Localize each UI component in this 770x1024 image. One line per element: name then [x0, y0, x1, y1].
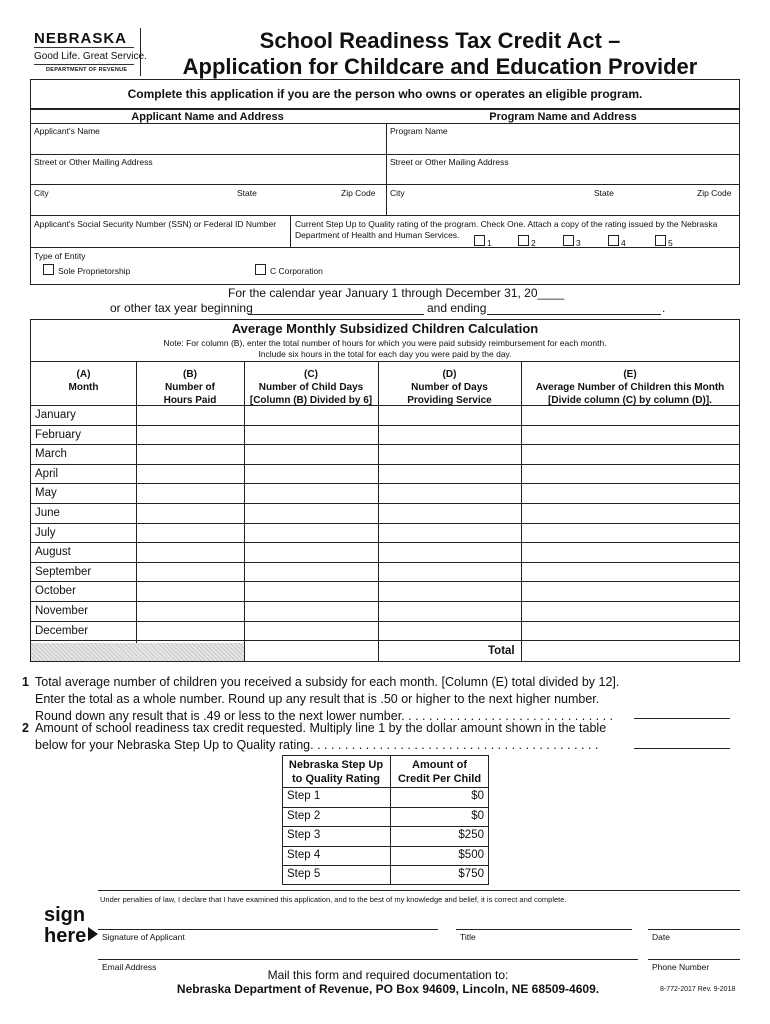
month-cell-field[interactable]: [379, 602, 520, 620]
applicant-city-label: City: [34, 188, 49, 198]
month-label: June: [35, 507, 60, 519]
month-cell-field[interactable]: [245, 622, 377, 640]
program-city-label: City: [390, 188, 405, 198]
rule: [648, 929, 740, 930]
rating-1-checkbox[interactable]: [474, 235, 485, 246]
date-label: Date: [652, 932, 670, 942]
logo-separator: [140, 28, 141, 76]
calculation-title: Average Monthly Subsidized Children Calculation: [231, 321, 539, 336]
sign-arrow-icon: [88, 927, 98, 941]
column-header-line2: [Column (B) Divided by 6]: [249, 395, 373, 406]
rule: [30, 154, 740, 155]
month-label: November: [35, 605, 89, 617]
credit-amount: $250: [458, 829, 484, 841]
sign-word: sign: [44, 904, 86, 926]
column-header-letter: (D): [442, 369, 457, 380]
total-field[interactable]: [521, 643, 739, 661]
logo-tagline: Good Life. Great Service.: [34, 51, 147, 62]
declaration-text: Under penalties of law, I declare that I have examined this application, and to the best of my knowledge and belief, it is correct and complete.: [100, 895, 567, 904]
logo-department: DEPARTMENT OF REVENUE: [46, 67, 128, 73]
rule: [30, 215, 740, 216]
rating-2-label: 2: [531, 238, 536, 248]
phone-label: Phone Number: [652, 962, 710, 972]
month-cell-field[interactable]: [137, 582, 243, 600]
address-section: [30, 109, 740, 285]
credit-amount: $500: [458, 848, 484, 861]
sign-here-label: [44, 905, 86, 947]
line-1-text-c: Round down any result that is .49 or less to the next lower number. . . . . . . . . . . . . . . . . . . . . . . . . . . . . . .: [35, 709, 614, 723]
month-cell-field[interactable]: [522, 622, 738, 640]
month-cell-field[interactable]: [245, 582, 377, 600]
month-label: May: [35, 487, 57, 500]
month-cell-field[interactable]: [379, 445, 520, 463]
sole-proprietorship-label: Sole Proprietorship: [58, 266, 131, 276]
line-1-number: 1: [22, 675, 29, 689]
line-1-text: [35, 674, 635, 725]
rating-4-label: 4: [621, 238, 626, 248]
rating-5-label: 5: [668, 238, 673, 248]
month-cell-field[interactable]: [379, 504, 520, 522]
line-1-text-a: Total average number of children you received a subsidy for each month. [Column (E) total divided by 12].: [35, 675, 620, 689]
month-label: July: [35, 526, 56, 539]
month-cell-field[interactable]: [522, 465, 738, 483]
month-cell-field[interactable]: [522, 543, 738, 561]
column-header: [378, 368, 521, 407]
logo-divider: [34, 47, 134, 48]
month-label: October: [35, 585, 76, 598]
applicant-name-label: Applicant's Name: [34, 126, 100, 136]
month-cell-field[interactable]: [137, 504, 243, 522]
rule: [30, 123, 740, 124]
month-cell-field[interactable]: [522, 602, 738, 620]
month-cell-field[interactable]: [379, 465, 520, 483]
column-header-line1: Average Number of Children this Month: [535, 382, 725, 393]
month-label: April: [35, 467, 59, 480]
credit-step: Step 1: [287, 790, 321, 802]
rule: [282, 826, 489, 827]
column-divider: [290, 215, 291, 247]
month-label: January: [35, 409, 76, 421]
rule: [282, 787, 489, 788]
calculation-note-2: Include six hours in the total for each day you were paid by the day.: [258, 349, 512, 359]
rule: [30, 640, 740, 641]
applicant-zip-label: Zip Code: [341, 188, 376, 198]
signature-field[interactable]: [100, 910, 438, 928]
month-cell-field[interactable]: [245, 543, 377, 561]
credit-step: Step 3: [287, 829, 321, 841]
month-cell-field[interactable]: [379, 563, 520, 581]
month-cell-field[interactable]: [522, 445, 738, 463]
month-cell-field[interactable]: [522, 504, 738, 522]
line-1-text-b: Enter the total as a whole number. Round up any result that is .50 or higher to the next higher number.: [35, 692, 600, 706]
column-header-letter: (A): [76, 369, 91, 380]
column-header-line1: Number of Days: [411, 382, 488, 393]
program-street-label: Street or Other Mailing Address: [390, 157, 509, 167]
month-cell-field[interactable]: [522, 426, 738, 444]
month-cell-field[interactable]: [245, 465, 377, 483]
phone-field[interactable]: [650, 942, 738, 959]
applicant-state-label: State: [237, 188, 257, 198]
month-cell-field[interactable]: [137, 465, 243, 483]
program-state-label: State: [594, 188, 614, 198]
column-header-line2: Hours Paid: [163, 395, 217, 406]
month-cell-field[interactable]: [522, 582, 738, 600]
rating-5-checkbox[interactable]: [655, 235, 666, 246]
rating-3-label: 3: [576, 238, 581, 248]
credit-amount: $0: [471, 790, 484, 802]
month-cell-field[interactable]: [245, 484, 377, 502]
instruction-text: Complete this application if you are the person who owns or operates an eligible program.: [127, 87, 643, 101]
rating-4-checkbox[interactable]: [608, 235, 619, 246]
sole-proprietorship-checkbox[interactable]: [43, 264, 54, 275]
credit-amount: $0: [471, 809, 484, 822]
credit-header-amount-a: Amount of: [412, 759, 467, 771]
date-field[interactable]: [650, 910, 738, 928]
rating-1-label: 1: [487, 238, 492, 248]
month-cell-field[interactable]: [522, 563, 738, 581]
month-cell-field[interactable]: [245, 504, 377, 522]
column-header-line2: [Divide column (C) by column (D)].: [548, 395, 712, 406]
credit-step: Step 4: [287, 848, 321, 861]
month-cell-field[interactable]: [137, 563, 243, 581]
month-cell-field[interactable]: [245, 426, 377, 444]
program-name-field[interactable]: [387, 137, 739, 153]
column-header: [244, 368, 378, 407]
signature-label: Signature of Applicant: [102, 932, 185, 942]
column-header-line1: Number of: [165, 382, 215, 393]
ssn-label: Applicant's Social Security Number (SSN) or Federal ID Number: [34, 219, 277, 229]
month-cell-field[interactable]: [137, 426, 243, 444]
month-cell-field[interactable]: [522, 524, 738, 542]
month-cell-field[interactable]: [379, 582, 520, 600]
applicant-name-field[interactable]: [31, 137, 385, 153]
rule: [98, 959, 638, 960]
month-cell-field[interactable]: [379, 406, 520, 424]
tax-year-ending-label: and ending: [427, 301, 487, 315]
here-word: here: [44, 925, 87, 947]
month-cell-field[interactable]: [137, 484, 243, 502]
tax-year-beginning-field[interactable]: [248, 314, 424, 315]
title-line-2: Application for Childcare and Education Provider: [182, 54, 698, 79]
line-2-text-b: below for your Nebraska Step Up to Quality rating. . . . . . . . . . . . . . . . . . . . . . . . . . . . . . . . . . . . . . . . . .: [35, 738, 599, 752]
month-cell-field[interactable]: [245, 406, 377, 424]
program-street-field[interactable]: [387, 168, 739, 184]
program-header: Program Name and Address: [489, 111, 637, 123]
line-2-text-a: Amount of school readiness tax credit requested. Multiply line 1 by the dollar amount shown in the table: [35, 721, 607, 735]
month-cell-field[interactable]: [379, 484, 520, 502]
month-label: February: [35, 428, 82, 441]
logo-name: NEBRASKA: [34, 30, 128, 47]
credit-header-rating-a: Nebraska Step Up: [288, 759, 384, 771]
entity-label: Type of Entity: [34, 251, 86, 261]
rule: [30, 184, 740, 185]
column-header: [521, 368, 739, 407]
program-zip-label: Zip Code: [697, 188, 732, 198]
month-cell-field[interactable]: [137, 406, 243, 424]
ssn-field[interactable]: [31, 230, 289, 246]
credit-header-amount-b: Credit Per Child: [397, 773, 482, 785]
column-header-letter: (B): [183, 369, 197, 380]
total-shaded-area: [31, 643, 244, 661]
month-cell-field[interactable]: [379, 524, 520, 542]
rating-text-1: Current Step Up to Quality rating of the program. Check One. Attach a copy of the rating issued by the Nebraska: [295, 219, 718, 229]
rule: [30, 247, 740, 248]
logo-divider-2: [34, 64, 134, 65]
column-header: [31, 368, 136, 394]
rule: [98, 929, 438, 930]
total-label: Total: [488, 645, 515, 657]
month-cell-field[interactable]: [379, 543, 520, 561]
month-cell-field[interactable]: [245, 445, 377, 463]
month-cell-field[interactable]: [379, 622, 520, 640]
rule: [456, 929, 632, 930]
credit-header-rating-b: to Quality Rating: [292, 773, 380, 785]
rule: [282, 865, 489, 866]
column-header-line2: Providing Service: [407, 395, 492, 406]
month-cell-field[interactable]: [245, 563, 377, 581]
rule: [282, 807, 489, 808]
credit-header-amount: [390, 758, 489, 786]
line-1-field[interactable]: [634, 718, 730, 719]
credit-step: Step 2: [287, 809, 321, 822]
rating-2-checkbox[interactable]: [518, 235, 529, 246]
title-line-1: School Readiness Tax Credit Act –: [259, 28, 621, 53]
column-header-letter: (E): [623, 369, 637, 380]
title-label: Title: [460, 932, 476, 942]
program-city-state-zip-field[interactable]: [387, 198, 739, 214]
month-cell-field[interactable]: [137, 524, 243, 542]
rule: [282, 846, 489, 847]
tax-year-ending-field[interactable]: [487, 314, 661, 315]
month-label: September: [35, 565, 92, 578]
form-id: 8-772-2017 Rev. 9-2018: [660, 986, 736, 993]
email-field[interactable]: [100, 942, 638, 959]
month-cell-field[interactable]: [137, 445, 243, 463]
applicant-street-field[interactable]: [31, 168, 385, 184]
signature-top-rule: [98, 890, 740, 891]
column-header-line1: Number of Child Days: [258, 382, 364, 393]
page-title: [150, 28, 730, 80]
line-2-field[interactable]: [634, 748, 730, 749]
month-cell-field[interactable]: [245, 524, 377, 542]
month-cell-field[interactable]: [137, 602, 243, 620]
rating-3-checkbox[interactable]: [563, 235, 574, 246]
line-2-number: 2: [22, 721, 29, 735]
month-cell-field[interactable]: [245, 602, 377, 620]
mail-address: Nebraska Department of Revenue, PO Box 94609, Lincoln, NE 68509-4609.: [176, 982, 600, 996]
mail-instruction: Mail this form and required documentation to:: [267, 968, 509, 982]
calculation-note-1: Note: For column (B), enter the total number of hours for which you were paid subsidy reimbursement for each month.: [163, 338, 607, 348]
month-cell-field[interactable]: [522, 484, 738, 502]
credit-amount: $750: [458, 868, 484, 880]
c-corporation-checkbox[interactable]: [255, 264, 266, 275]
c-corporation-label: C Corporation: [270, 266, 323, 276]
month-cell-field[interactable]: [137, 622, 243, 640]
month-cell-field[interactable]: [379, 426, 520, 444]
credit-header-rating: [282, 758, 390, 786]
month-label: December: [35, 624, 89, 637]
tax-year-line-1: For the calendar year January 1 through December 31, 20____: [228, 286, 565, 300]
column-header-letter: (C): [304, 369, 318, 380]
applicant-city-state-zip-field[interactable]: [31, 198, 385, 214]
rating-text-2: Department of Health and Human Services.: [295, 230, 460, 240]
column-header-line1: Month: [68, 382, 99, 393]
program-name-label: Program Name: [390, 126, 448, 136]
applicant-header: Applicant Name and Address: [131, 111, 284, 123]
tax-year-beginning-label: or other tax year beginning: [110, 301, 253, 315]
credit-step: Step 5: [287, 868, 321, 880]
month-label: August: [35, 546, 71, 559]
email-label: Email Address: [102, 962, 157, 972]
month-label: March: [35, 448, 67, 461]
month-cell-field[interactable]: [522, 406, 738, 424]
tax-year-period: .: [662, 301, 666, 315]
rule: [648, 959, 740, 960]
applicant-street-label: Street or Other Mailing Address: [34, 157, 153, 167]
month-cell-field[interactable]: [137, 543, 243, 561]
column-header: [136, 368, 244, 407]
line-2-text: [35, 720, 635, 754]
title-field[interactable]: [458, 910, 632, 928]
